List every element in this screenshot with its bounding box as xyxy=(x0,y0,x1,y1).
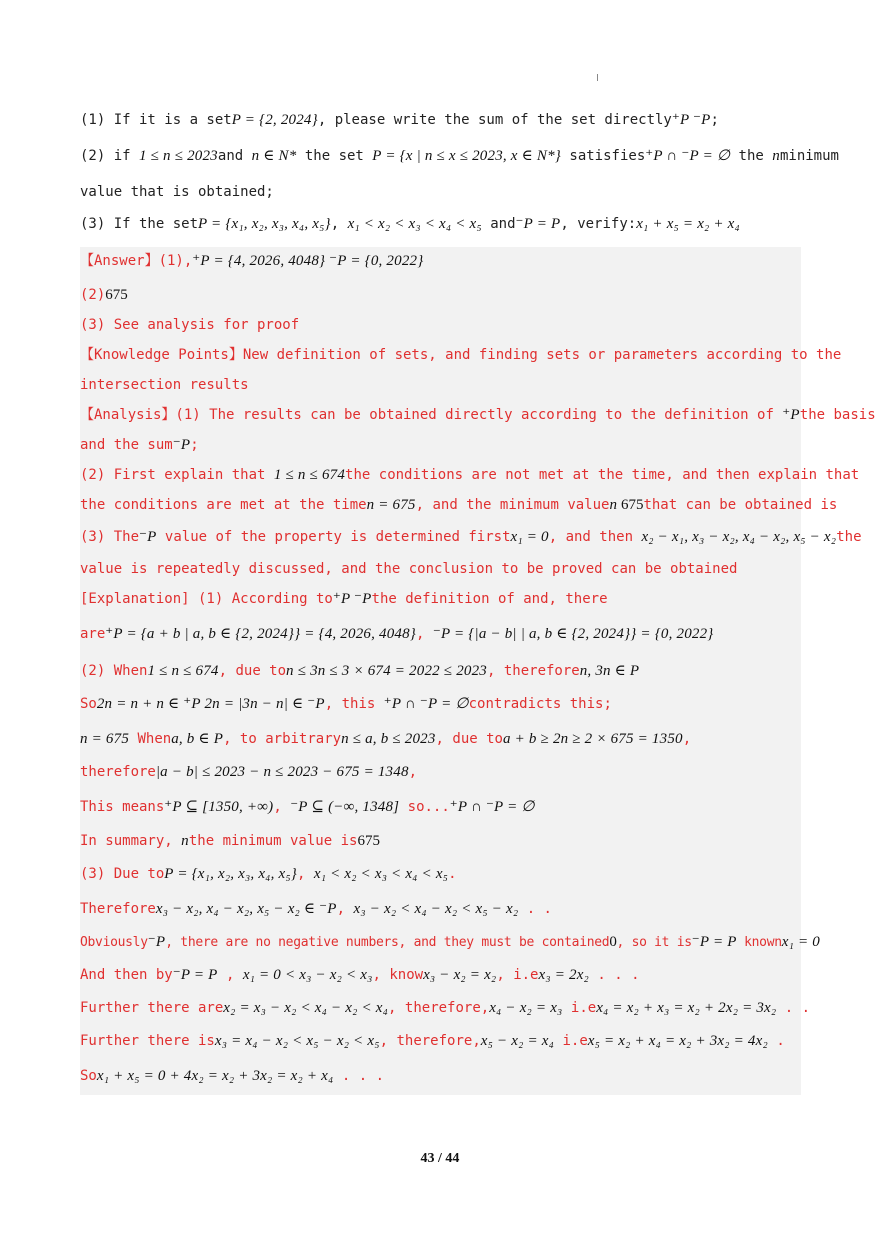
analysis3-math: 1 ≤ n ≤ 674 xyxy=(273,467,346,483)
ex1-math: ⁺P ⁻P xyxy=(332,591,372,607)
ex9-math2: x₁ < x₂ < x₃ < x₄ < x₅ xyxy=(313,866,449,882)
explanation-10 xyxy=(80,899,552,919)
question-3 xyxy=(80,214,740,234)
ex15-math: x₁ + x₅ = 0 + 4x₂ = x₂ + 3x₂ = x₂ + x₄ xyxy=(96,1068,334,1084)
ex2-math2: ⁻P = {|a − b| | a, b ∈ {2, 2024}} = {0, 2022} xyxy=(432,626,714,642)
ex9-text: (3) Due to xyxy=(80,866,165,882)
ex8-text2: the minimum value is xyxy=(188,833,358,849)
explanation-9 xyxy=(80,864,457,884)
analysis-4 xyxy=(80,495,837,515)
ex15-text: So xyxy=(80,1068,97,1084)
ex4-text3: contradicts this; xyxy=(468,696,612,712)
ex11-zero: 0 xyxy=(609,934,617,950)
explanation-13 xyxy=(80,998,810,1018)
q1-text3: ; xyxy=(710,112,719,128)
ex13-text2: , therefore, xyxy=(388,1000,490,1016)
ex12-math3: x₃ − x₂ = x₂ xyxy=(423,967,497,983)
ex12-text2: , xyxy=(217,967,243,983)
ex2-text: are xyxy=(80,626,106,642)
ex13-math: x₂ = x₃ − x₂ < x₄ − x₂ < x₄ xyxy=(223,1000,389,1016)
q2-math-set: P = {x | n ≤ x ≤ 2023, x ∈ N*} xyxy=(372,148,561,164)
analysis3-text2: the conditions are not met at the time, and then explain that xyxy=(345,467,860,483)
ex7-text2: , xyxy=(273,799,291,815)
explanation-8 xyxy=(80,831,380,851)
ex3-math: 1 ≤ n ≤ 674 xyxy=(147,663,219,679)
analysis3-text: (2) First explain that xyxy=(80,467,274,483)
ex14-text: Further there is xyxy=(80,1033,215,1049)
analysis5-text: (3) The xyxy=(80,529,140,545)
ex12-math4: x₃ = 2x₂ xyxy=(538,967,589,983)
analysis4-math: n = 675 xyxy=(366,497,416,513)
q1-math-set: P = {2, 2024} xyxy=(231,112,318,128)
q2-text6: minimum xyxy=(779,148,839,164)
ex13-math2: x₄ − x₂ = x₃ xyxy=(489,1000,563,1016)
ex5-text2: , to arbitrary xyxy=(223,731,342,747)
ex5-text4: , xyxy=(682,731,692,747)
ex10-math: x₃ − x₂, x₄ − x₂, x₅ − x₂ ∈ ⁻P xyxy=(155,901,337,917)
ex8-math: n xyxy=(181,833,189,849)
analysis-math: ⁺P xyxy=(782,407,800,423)
knowledge-points xyxy=(80,345,841,365)
ex11-math4: x₁ = 0 xyxy=(781,934,820,950)
ex11-math3: ⁻P = P xyxy=(691,934,737,950)
ex8-value: 675 xyxy=(357,833,380,849)
ex10-math2: x₃ − x₂ < x₄ − x₂ < x₅ − x₂ xyxy=(353,901,519,917)
analysis5-text4: the xyxy=(836,529,862,545)
answer2-label: (2) xyxy=(80,287,106,303)
header-mark xyxy=(597,74,598,81)
ex1-text2: the definition of and, there xyxy=(371,591,608,607)
q2-cont-text: value that is obtained; xyxy=(80,184,274,200)
analysis-1 xyxy=(80,405,876,425)
answer-2 xyxy=(80,285,128,305)
explanation-14 xyxy=(80,1031,785,1051)
ex4-text: So xyxy=(80,696,97,712)
analysis4-text: the conditions are met at the time xyxy=(80,497,367,513)
ex4-math: 2n = n + n ∈ ⁺P 2n = |3n − n| ∈ ⁻P xyxy=(96,696,325,712)
analysis5-math2: x₁ = 0 xyxy=(510,529,549,545)
ex4-text2: , this xyxy=(324,696,384,712)
q2-math-n: n ∈ N* xyxy=(251,148,297,164)
q3-math-order: x₁ < x₂ < x₃ < x₄ < x₅ xyxy=(347,216,482,232)
ex12-text: And then by xyxy=(80,967,173,983)
ex3-text2: , due to xyxy=(218,663,287,679)
ex5-text: When xyxy=(129,731,172,747)
ex13-text4: . . xyxy=(776,1000,811,1016)
ex5-text3: , due to xyxy=(435,731,503,747)
ex13-math3: x₄ = x₂ + x₃ = x₂ + 2x₂ = 3x₂ xyxy=(596,1000,777,1016)
ex13-text: Further there are xyxy=(80,1000,224,1016)
ex7-math2: ⁻P ⊆ (−∞, 1348] xyxy=(290,799,400,815)
q2-text5: the xyxy=(730,148,773,164)
ex15-text2: . . . xyxy=(333,1068,384,1084)
q3-text4: , verify: xyxy=(560,216,637,232)
ex12-text3: , know xyxy=(372,967,424,983)
answer2-value: 675 xyxy=(105,287,128,303)
answer-math-1: ⁺P = {4, 2026, 4048} xyxy=(192,253,326,269)
ex10-text: Therefore xyxy=(80,901,156,917)
ex12-math: ⁻P = P xyxy=(172,967,218,983)
q2-text2: and xyxy=(217,148,252,164)
q2-text3: the set xyxy=(296,148,373,164)
ex6-math: |a − b| ≤ 2023 − n ≤ 2023 − 675 = 1348 xyxy=(155,764,409,780)
ex9-text3: . xyxy=(448,866,457,882)
q3-math-set: P = {x₁, x₂, x₃, x₄, x₅} xyxy=(198,216,331,232)
ex1-text: [Explanation] (1) According to xyxy=(80,591,333,607)
q2-math-nvar: n xyxy=(772,148,780,164)
ex11-math: ⁻P xyxy=(147,934,166,950)
kp-text: 【Knowledge Points】New definition of sets, and finding sets or parameters according to the xyxy=(80,347,842,363)
answer-label: 【Answer】(1), xyxy=(80,253,193,269)
q3-math-goal: x₁ + x₅ = x₂ + x₄ xyxy=(636,216,740,232)
answer-3 xyxy=(80,315,299,335)
ex9-text2: , xyxy=(296,866,314,882)
ex12-text5: . . . xyxy=(588,967,640,983)
ex7-math: ⁺P ⊆ [1350, +∞) xyxy=(164,799,274,815)
analysis-3 xyxy=(80,465,859,485)
ex13-text3: i.e xyxy=(562,1000,597,1016)
ex9-math: P = {x₁, x₂, x₃, x₄, x₅} xyxy=(164,866,297,882)
analysis5-text2: value of the property is determined first xyxy=(156,529,511,545)
ex11-text: Obviously xyxy=(80,935,148,950)
q2-math-range: 1 ≤ n ≤ 2023 xyxy=(139,148,218,164)
explanation-12 xyxy=(80,965,640,985)
ex14-text3: i.e xyxy=(554,1033,588,1049)
ex6-text: therefore xyxy=(80,764,156,780)
q1-text2: , please write the sum of the set directly xyxy=(317,112,672,128)
page-number: 43 / 44 xyxy=(420,1151,460,1166)
analysis4-math2: n xyxy=(609,497,618,513)
analysis4-text2: , and the minimum value xyxy=(415,497,610,513)
ex3-math2: n ≤ 3n ≤ 3 × 674 = 2022 ≤ 2023 xyxy=(286,663,487,679)
answer-math-2: ⁻P = {0, 2022} xyxy=(325,253,424,269)
question-2 xyxy=(80,146,839,166)
analysis-6 xyxy=(80,559,737,579)
ex12-math2: x₁ = 0 < x₃ − x₂ < x₃ xyxy=(242,967,373,983)
ex4-math2: ⁺P ∩ ⁻P = ∅ xyxy=(383,696,469,712)
analysis-text2: the basis xyxy=(799,407,876,423)
ex11-text3: , so it is xyxy=(616,935,692,950)
analysis4-text3: that can be obtained is xyxy=(643,497,838,513)
ex7-text3: so... xyxy=(399,799,450,815)
q3-math-cond: ⁻P = P xyxy=(515,216,561,232)
analysis2-math: ⁻P xyxy=(172,437,191,453)
explanation-15 xyxy=(80,1066,384,1086)
ex14-math3: x₅ = x₂ + x₄ = x₂ + 3x₂ = 4x₂ xyxy=(587,1033,768,1049)
answer3-text: (3) See analysis for proof xyxy=(80,317,300,333)
analysis4-math3: 675 xyxy=(617,497,644,513)
ex12-text4: , i.e xyxy=(496,967,539,983)
analysis5-math3: x₂ − x₁, x₃ − x₂, x₄ − x₂, x₅ − x₂ xyxy=(641,529,837,545)
q3-text3: and xyxy=(481,216,516,232)
q1-text: (1) If it is a set xyxy=(80,112,232,128)
ex6-text2: , xyxy=(408,764,418,780)
ex3-text3: , therefore xyxy=(487,663,580,679)
q3-text: (3) If the set xyxy=(80,216,199,232)
analysis5-math: ⁻P xyxy=(139,529,157,545)
kp-text2: intersection results xyxy=(80,377,249,393)
explanation-4 xyxy=(80,694,612,714)
ex3-math3: n, 3n ∈ P xyxy=(579,663,640,679)
ex2-text2: , xyxy=(416,626,433,642)
question-1 xyxy=(80,110,719,130)
analysis2-text2: ; xyxy=(190,437,199,453)
explanation-1 xyxy=(80,589,608,609)
analysis-text: 【Analysis】(1) The results can be obtained directly according to the definition of xyxy=(80,407,783,423)
ex5-math3: n ≤ a, b ≤ 2023 xyxy=(341,731,436,747)
q3-text2: , xyxy=(330,216,348,232)
ex11-text2: , there are no negative numbers, and they must be contained xyxy=(165,935,610,950)
answer-line xyxy=(80,251,423,271)
ex7-math3: ⁺P ∩ ⁻P = ∅ xyxy=(449,799,535,815)
explanation-7 xyxy=(80,797,535,817)
explanation-5 xyxy=(80,729,691,749)
ex5-math: n = 675 xyxy=(80,731,130,747)
ex8-text: In summary, xyxy=(80,833,182,849)
explanation-2 xyxy=(80,624,714,644)
ex3-text: (2) When xyxy=(80,663,148,679)
question-2-cont xyxy=(80,182,274,202)
ex14-math2: x₅ − x₂ = x₄ xyxy=(480,1033,555,1049)
ex5-math2: a, b ∈ P xyxy=(171,731,224,747)
ex5-math4: a + b ≥ 2n ≥ 2 × 675 = 1350 xyxy=(502,731,683,747)
ex14-math: x₃ = x₄ − x₂ < x₅ − x₂ < x₅ xyxy=(214,1033,380,1049)
analysis-5 xyxy=(80,527,862,547)
analysis2-text: and the sum xyxy=(80,437,173,453)
ex10-text2: , xyxy=(336,901,354,917)
explanation-3 xyxy=(80,661,639,681)
ex11-text4: known xyxy=(736,935,782,950)
analysis6-text: value is repeatedly discussed, and the conclusion to be proved can be obtained xyxy=(80,561,738,577)
knowledge-points-cont xyxy=(80,375,249,395)
ex14-text2: , therefore, xyxy=(379,1033,481,1049)
explanation-6 xyxy=(80,762,417,782)
ex14-text4: . xyxy=(767,1033,785,1049)
ex10-text3: . . xyxy=(518,901,552,917)
ex2-math: ⁺P = {a + b | a, b ∈ {2, 2024}} = {4, 2026, 4048} xyxy=(105,626,416,642)
q2-text4: satisfies xyxy=(560,148,646,164)
q2-math-cond: ⁺P ∩ ⁻P = ∅ xyxy=(645,148,731,164)
ex7-text: This means xyxy=(80,799,165,815)
explanation-11 xyxy=(80,932,820,953)
analysis5-text3: , and then xyxy=(548,529,642,545)
analysis-2 xyxy=(80,435,199,455)
q2-text: (2) if xyxy=(80,148,140,164)
q1-math-ops: ⁺P ⁻P xyxy=(671,112,711,128)
